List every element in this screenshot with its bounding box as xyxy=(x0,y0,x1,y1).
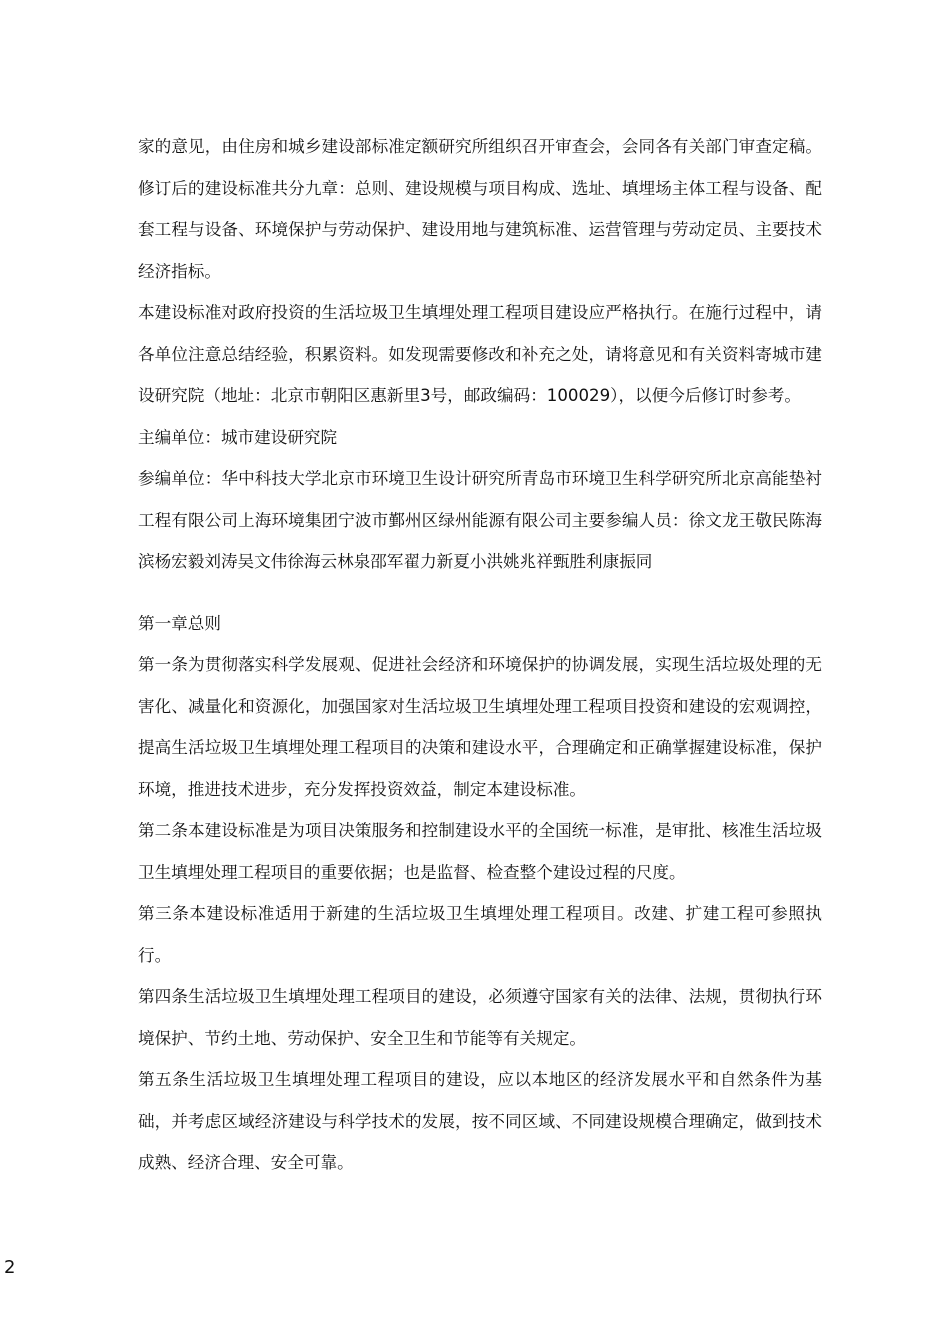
intro-paragraph-execution: 本建设标准对政府投资的生活垃圾卫生填埋处理工程项目建设应严格执行。在施行过程中，请各单位注意总结经验，积累资料。如发现需要修改和补充之处，请将意见和有关资料寄城市建设研究院（地址：北京市朝阳区惠新里3号，邮政编码：100029），以便今后修订时参考。 xyxy=(138,303,822,405)
section-spacer xyxy=(138,583,822,603)
document-body xyxy=(138,126,822,1184)
participating-units: 参编单位：华中科技大学北京市环境卫生设计研究所青岛市环境卫生科学研究所北京高能垫衬工程有限公司上海环境集团宁波市鄞州区绿州能源有限公司主要参编人员：徐文龙王敬民陈海滨杨宏毅刘涛吴文伟徐海云林泉邵军翟力新夏小洪姚兆祥甄胜利康振同 xyxy=(138,469,822,571)
page-number: 2 xyxy=(4,1257,16,1278)
chief-editor-unit: 主编单位：城市建设研究院 xyxy=(138,427,338,447)
article-3: 第三条本建设标准适用于新建的生活垃圾卫生填埋处理工程项目。改建、扩建工程可参照执行。 xyxy=(138,904,822,965)
article-2: 第二条本建设标准是为项目决策服务和控制建设水平的全国统一标准，是审批、核准生活垃圾卫生填埋处理工程项目的重要依据；也是监督、检查整个建设过程的尺度。 xyxy=(138,821,822,882)
chapter-title: 第一章总则 xyxy=(138,613,221,633)
article-4: 第四条生活垃圾卫生填埋处理工程项目的建设，必须遵守国家有关的法律、法规，贯彻执行环境保护、节约土地、劳动保护、安全卫生和节能等有关规定。 xyxy=(138,987,822,1048)
intro-paragraph-review: 家的意见，由住房和城乡建设部标准定额研究所组织召开审查会，会同各有关部门审查定稿。修订后的建设标准共分九章：总则、建设规模与项目构成、选址、填埋场主体工程与设备、配套工程与设备、环境保护与劳动保护、建设用地与建筑标准、运营管理与劳动定员、主要技术经济指标。 xyxy=(138,137,822,281)
article-5: 第五条生活垃圾卫生填埋处理工程项目的建设，应以本地区的经济发展水平和自然条件为基础，并考虑区域经济建设与科学技术的发展，按不同区域、不同建设规模合理确定，做到技术成熟、经济合理、安全可靠。 xyxy=(138,1070,822,1172)
article-1: 第一条为贯彻落实科学发展观、促进社会经济和环境保护的协调发展，实现生活垃圾处理的无害化、减量化和资源化，加强国家对生活垃圾卫生填埋处理工程项目投资和建设的宏观调控，提高生活垃圾卫生填埋处理工程项目的决策和建设水平，合理确定和正确掌握建设标准，保护环境，推进技术进步，充分发挥投资效益，制定本建设标准。 xyxy=(138,655,822,799)
